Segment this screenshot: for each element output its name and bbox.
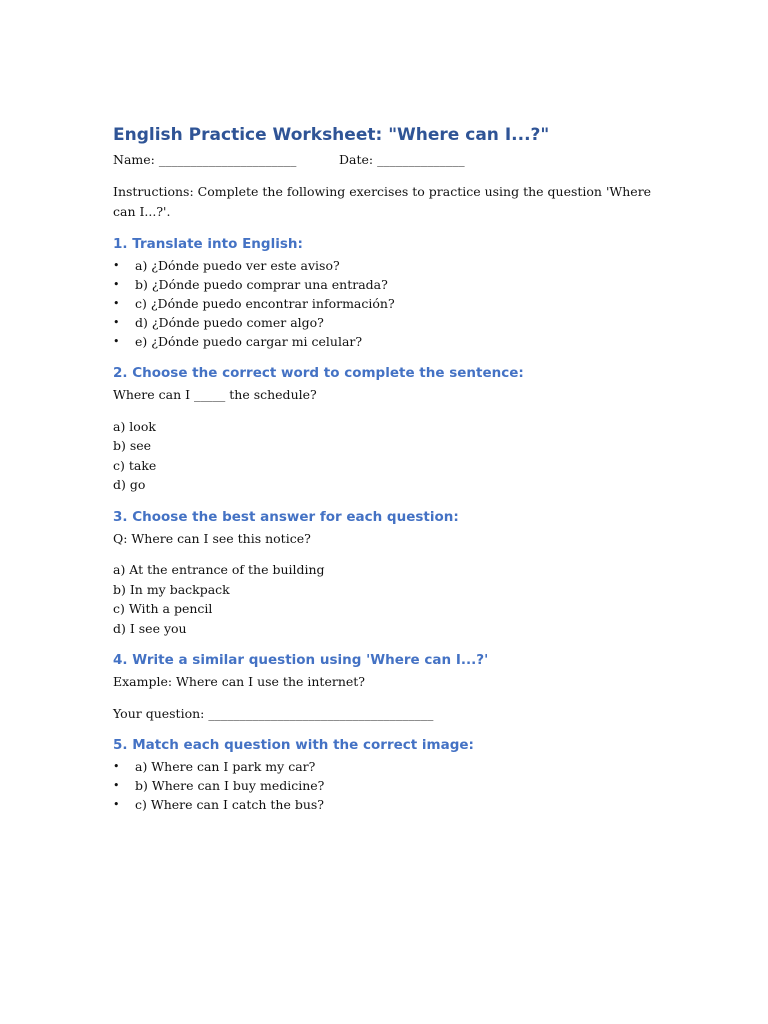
bullet-icon: • bbox=[113, 798, 120, 811]
option-item: b) see bbox=[113, 438, 152, 453]
list-item: • d) ¿Dónde puedo comer algo? bbox=[113, 315, 324, 330]
instructions-text: Instructions: Complete the following exercises to practice using the question 'Where can I...?'. bbox=[113, 184, 652, 219]
section-3-heading: 3. Choose the best answer for each question: bbox=[113, 508, 459, 525]
name-date-row bbox=[113, 150, 653, 170]
bullet-icon: • bbox=[113, 779, 120, 792]
list-item: • a) ¿Dónde puedo ver este aviso? bbox=[113, 258, 340, 273]
list-item: • b) ¿Dónde puedo comprar una entrada? bbox=[113, 277, 388, 292]
list-item: • c) Where can I catch the bus? bbox=[113, 797, 324, 812]
bullet-icon: • bbox=[113, 335, 120, 348]
section-1-heading: 1. Translate into English: bbox=[113, 236, 303, 252]
option-item: a) At the entrance of the building bbox=[113, 562, 325, 577]
bullet-icon: • bbox=[113, 297, 120, 310]
list-item: • a) Where can I park my car? bbox=[113, 759, 316, 774]
option-item: b) In my backpack bbox=[113, 581, 230, 597]
option-item: d) I see you bbox=[113, 620, 187, 636]
option-item: c) With a pencil bbox=[113, 601, 213, 616]
bullet-icon: • bbox=[113, 316, 120, 329]
bullet-icon: • bbox=[113, 259, 120, 272]
list-item: • c) ¿Dónde puedo encontrar información? bbox=[113, 296, 395, 311]
worksheet-title: English Practice Worksheet: "Where can I...?" bbox=[113, 125, 550, 145]
date-field: Date: ______________ bbox=[339, 152, 465, 167]
bullet-icon: • bbox=[113, 278, 120, 291]
section-5-list bbox=[113, 757, 653, 814]
name-field: Name: ______________________ bbox=[113, 152, 297, 167]
option-item: a) look bbox=[113, 418, 156, 434]
section-4-heading: 4. Write a similar question using 'Where can I...?' bbox=[113, 652, 489, 668]
list-item: • e) ¿Dónde puedo cargar mi celular? bbox=[113, 334, 363, 349]
list-item: • b) Where can I buy medicine? bbox=[113, 778, 325, 793]
section-2-heading: 2. Choose the correct word to complete the sentence: bbox=[113, 365, 524, 381]
bullet-icon: • bbox=[113, 760, 120, 773]
section-1-list bbox=[113, 256, 653, 351]
section-3-question: Q: Where can I see this notice? bbox=[113, 530, 311, 546]
your-question-line: Your question: ____________________________________ bbox=[113, 705, 434, 721]
option-item: d) go bbox=[113, 477, 146, 492]
section-5-heading: 5. Match each question with the correct image: bbox=[113, 737, 474, 753]
section-4-example: Example: Where can I use the internet? bbox=[113, 674, 365, 689]
option-item: c) take bbox=[113, 457, 157, 473]
section-2-sentence: Where can I _____ the schedule? bbox=[113, 387, 317, 402]
worksheet-page bbox=[113, 124, 653, 814]
